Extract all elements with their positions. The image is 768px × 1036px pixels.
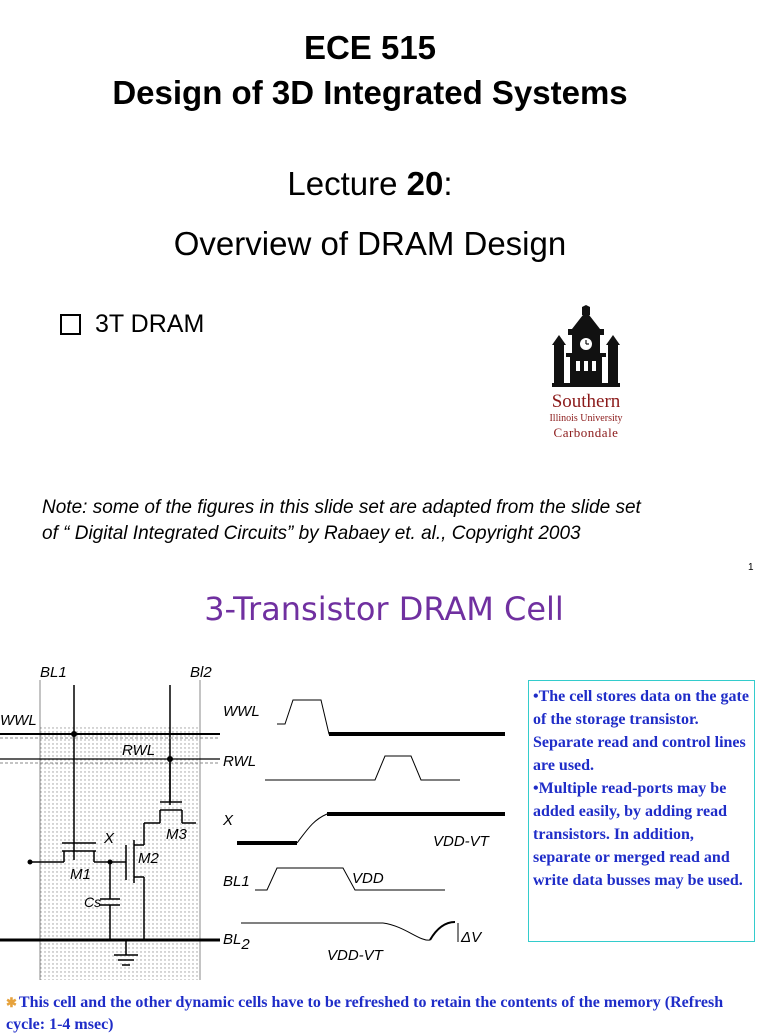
clock-tower-icon bbox=[538, 305, 634, 445]
delta-v-label: ΔV bbox=[461, 929, 482, 946]
description-bullet-2: •Multiple read-ports may be added easily, by adding read transistors. In addition, separate or merged read and write data busses may be used. bbox=[533, 780, 743, 889]
refresh-note bbox=[6, 992, 766, 1033]
x-node-label: X bbox=[104, 830, 115, 847]
checkbox-bullet-icon bbox=[60, 314, 81, 335]
course-title: Design of 3D Integrated Systems bbox=[112, 74, 628, 111]
wave-bl2-sub: 2 bbox=[241, 936, 250, 953]
refresh-note-text: This cell and the other dynamic cells have to be refreshed to retain the contents of the memory (Refresh cycle: 1-4 msec) bbox=[6, 994, 724, 1033]
lecture-topic: Overview of DRAM Design bbox=[173, 225, 567, 262]
note-line-1: Note: some of the figures in this slide set are adapted from the slide set bbox=[42, 497, 641, 518]
lecture-prefix: Lecture bbox=[287, 165, 407, 202]
vdd-vt-x-label: VDD-VT bbox=[433, 833, 489, 850]
cs-label: Cs bbox=[84, 894, 102, 910]
logo-sub: Illinois University bbox=[549, 413, 623, 424]
lecture-number: 20 bbox=[406, 165, 444, 202]
timing-waveforms bbox=[215, 680, 515, 980]
logo-city: Carbondale bbox=[553, 425, 619, 440]
rwl-label: RWL bbox=[122, 742, 156, 759]
m2-label: M2 bbox=[138, 850, 159, 867]
page-number: 1 bbox=[748, 562, 754, 573]
attribution-note bbox=[42, 495, 742, 547]
wave-bl2-base: BL bbox=[223, 931, 242, 948]
bl1-label: BL1 bbox=[40, 664, 67, 681]
description-box bbox=[528, 680, 755, 942]
m1-label: M1 bbox=[70, 866, 91, 883]
lecture-suffix: : bbox=[443, 165, 453, 202]
m3-label: M3 bbox=[166, 826, 187, 843]
wwl-label: WWL bbox=[0, 712, 37, 729]
wave-x-label: X bbox=[223, 812, 234, 829]
wave-rwl-label: RWL bbox=[223, 753, 257, 770]
note-line-2: of “ Digital Integrated Circuits” by Rabaey et. al., Copyright 2003 bbox=[42, 523, 581, 544]
bullet-item bbox=[60, 310, 204, 339]
wave-bl1-label: BL1 bbox=[223, 873, 250, 890]
course-code: ECE 515 bbox=[303, 29, 437, 66]
marker-icon: ✱ bbox=[6, 995, 17, 1010]
university-logo bbox=[538, 305, 634, 445]
lecture-heading bbox=[0, 165, 740, 203]
dram-cell-schematic bbox=[0, 655, 240, 985]
vdd-bl1-label: VDD bbox=[352, 870, 384, 887]
slide-title: 3-Transistor DRAM Cell bbox=[204, 590, 564, 628]
logo-name: Southern bbox=[551, 391, 621, 412]
wave-bl2-label bbox=[223, 931, 250, 953]
vdd-vt-bl2-label: VDD-VT bbox=[327, 947, 383, 964]
wave-wwl-label: WWL bbox=[223, 703, 260, 720]
bl2-label: Bl2 bbox=[190, 664, 212, 681]
bullet-text: 3T DRAM bbox=[95, 310, 205, 338]
description-bullet-1: •The cell stores data on the gate of the storage transistor. Separate read and control lines are used. bbox=[533, 688, 749, 774]
